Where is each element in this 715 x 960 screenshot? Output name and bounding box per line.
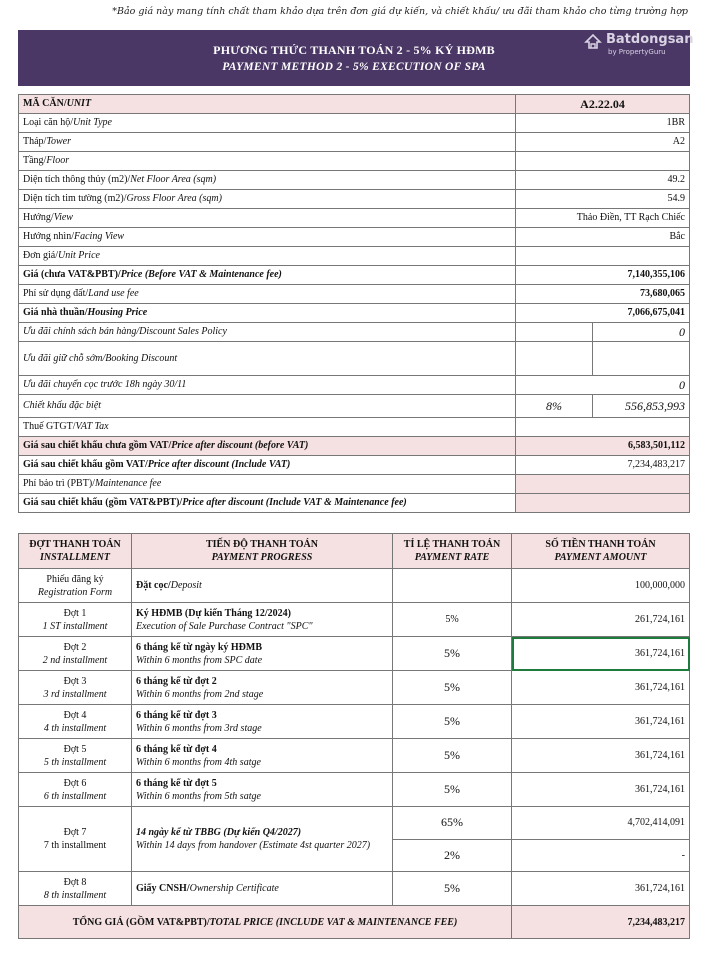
header-progress: TIẾN ĐỘ THANH TOÁN PAYMENT PROGRESS <box>132 534 393 569</box>
info-row: Đơn giá/Unit Price <box>19 247 690 266</box>
deposit-transfer-row: Ưu đãi chuyển cọc trước 18h ngày 30/11 0 <box>19 376 690 395</box>
price-before-vat-row: Giá (chưa VAT&PBT)/Price (Before VAT & Maintenance fee) 7,140,355,106 <box>19 266 690 285</box>
banner-title-vi: PHƯƠNG THỨC THANH TOÁN 2 - 5% KÝ HĐMB <box>213 43 495 57</box>
payment-plan-table <box>18 533 690 939</box>
info-row: Diện tích tim tường (m2)/Gross Floor Area (sqm) 54.9 <box>19 190 690 209</box>
installment-row: Đợt 2 2 nd installment 6 tháng kể từ ngày ký HĐMB Within 6 months from SPC date 5% 361,724,161 <box>19 637 690 671</box>
booking-discount-row: Ưu đãi giữ chỗ sớm/Booking Discount <box>19 342 690 376</box>
house-logo-icon <box>584 33 602 51</box>
maintenance-fee-row: Phí bảo trì (PBT)/Maintenance fee <box>19 475 690 494</box>
unit-row <box>19 95 690 114</box>
banner-title-en: PAYMENT METHOD 2 - 5% EXECUTION OF SPA <box>222 61 486 73</box>
installment-row: Đợt 5 5 th installment 6 tháng kể từ đợt 4 Within 6 months from 4th satge 5% 361,724,161 <box>19 739 690 773</box>
unit-label: MÃ CĂN/UNIT <box>19 95 516 114</box>
vat-tax-row: Thuế GTGT/VAT Tax <box>19 418 690 437</box>
plan-header-row <box>19 534 690 569</box>
info-row: Tầng/Floor <box>19 152 690 171</box>
info-row: Diện tích thông thủy (m2)/Net Floor Area (sqm) 49.2 <box>19 171 690 190</box>
total-amount: 7,234,483,217 <box>512 906 690 939</box>
unit-info-table <box>18 94 690 513</box>
housing-price-row: Giá nhà thuần/Housing Price 7,066,675,041 <box>19 304 690 323</box>
after-discount-before-vat-row: Giá sau chiết khấu chưa gồm VAT/Price after discount (before VAT) 6,583,501,112 <box>19 437 690 456</box>
info-row: Hướng/View Thảo Điền, TT Rạch Chiếc <box>19 209 690 228</box>
installment-row-7a: Đợt 7 7 th installment 14 ngày kể từ TBBG (Dự kiến Q4/2027) Within 14 days from handover (Estimate 4st quarter 2027) 65% 4,702,414,091 <box>19 807 690 840</box>
info-row: Loại căn hộ/Unit Type 1BR <box>19 114 690 133</box>
header-amount: SỐ TIỀN THANH TOÁN PAYMENT AMOUNT <box>512 534 690 569</box>
selected-cell[interactable]: 361,724,161 <box>512 637 690 671</box>
land-use-fee-row: Phí sử dụng đất/Land use fee 73,680,065 <box>19 285 690 304</box>
watermark-sub: by PropertyGuru <box>608 48 666 56</box>
header-phase: ĐỢT THANH TOÁN INSTALLMENT <box>19 534 132 569</box>
disclaimer-note: *Bảo giá này mang tính chất tham khảo dựa trên đơn giá dự kiến, và chiết khấu/ ưu đãi tham khảo cho từng trường hợp <box>112 6 688 17</box>
info-row: Hướng nhìn/Facing View Bắc <box>19 228 690 247</box>
installment-row: Đợt 3 3 rd installment 6 tháng kể từ đợt 2 Within 6 months from 2nd stage 5% 361,724,161 <box>19 671 690 705</box>
total-row <box>19 906 690 939</box>
installment-row: Đợt 8 8 th installment Giấy CNSH/Ownership Certificate 5% 361,724,161 <box>19 872 690 906</box>
total-label: TỔNG GIÁ (GỒM VAT&PBT)/TOTAL PRICE (INCLUDE VAT & MAINTENANCE FEE) <box>19 906 512 939</box>
installment-row: Đợt 4 4 th installment 6 tháng kể từ đợt 3 Within 6 months from 3rd stage 5% 361,724,161 <box>19 705 690 739</box>
installment-row: Đợt 1 1 ST installment Ký HĐMB (Dự kiến Tháng 12/2024) Execution of Sale Purchase Contract "SPC" 5% 261,724,161 <box>19 603 690 637</box>
installment-row-7b: 2% - <box>19 839 690 872</box>
watermark <box>584 32 692 57</box>
unit-value: A2.22.04 <box>516 95 690 114</box>
installment-row: Đợt 6 6 th installment 6 tháng kể từ đợt 5 Within 6 months from 5th satge 5% 361,724,161 <box>19 773 690 807</box>
special-discount-row: Chiết khấu đặc biệt 8% 556,853,993 <box>19 395 690 418</box>
info-row: Tháp/Tower A2 <box>19 133 690 152</box>
method-banner <box>18 30 694 86</box>
discount-policy-row: Ưu đãi chính sách bán hàng/Discount Sales Policy 0 <box>19 323 690 342</box>
registration-row: Phiếu đăng ký Registration Form Đặt cọc/Deposit 100,000,000 <box>19 569 690 603</box>
after-discount-incl-vat-row: Giá sau chiết khấu gồm VAT/Price after discount (Include VAT) 7,234,483,217 <box>19 456 690 475</box>
after-discount-total-row: Giá sau chiết khấu (gồm VAT&PBT)/Price after discount (Include VAT & Maintenance fee) <box>19 494 690 513</box>
header-rate: TỈ LỆ THANH TOÁN PAYMENT RATE <box>393 534 512 569</box>
watermark-brand: Batdongsan <box>606 32 694 47</box>
